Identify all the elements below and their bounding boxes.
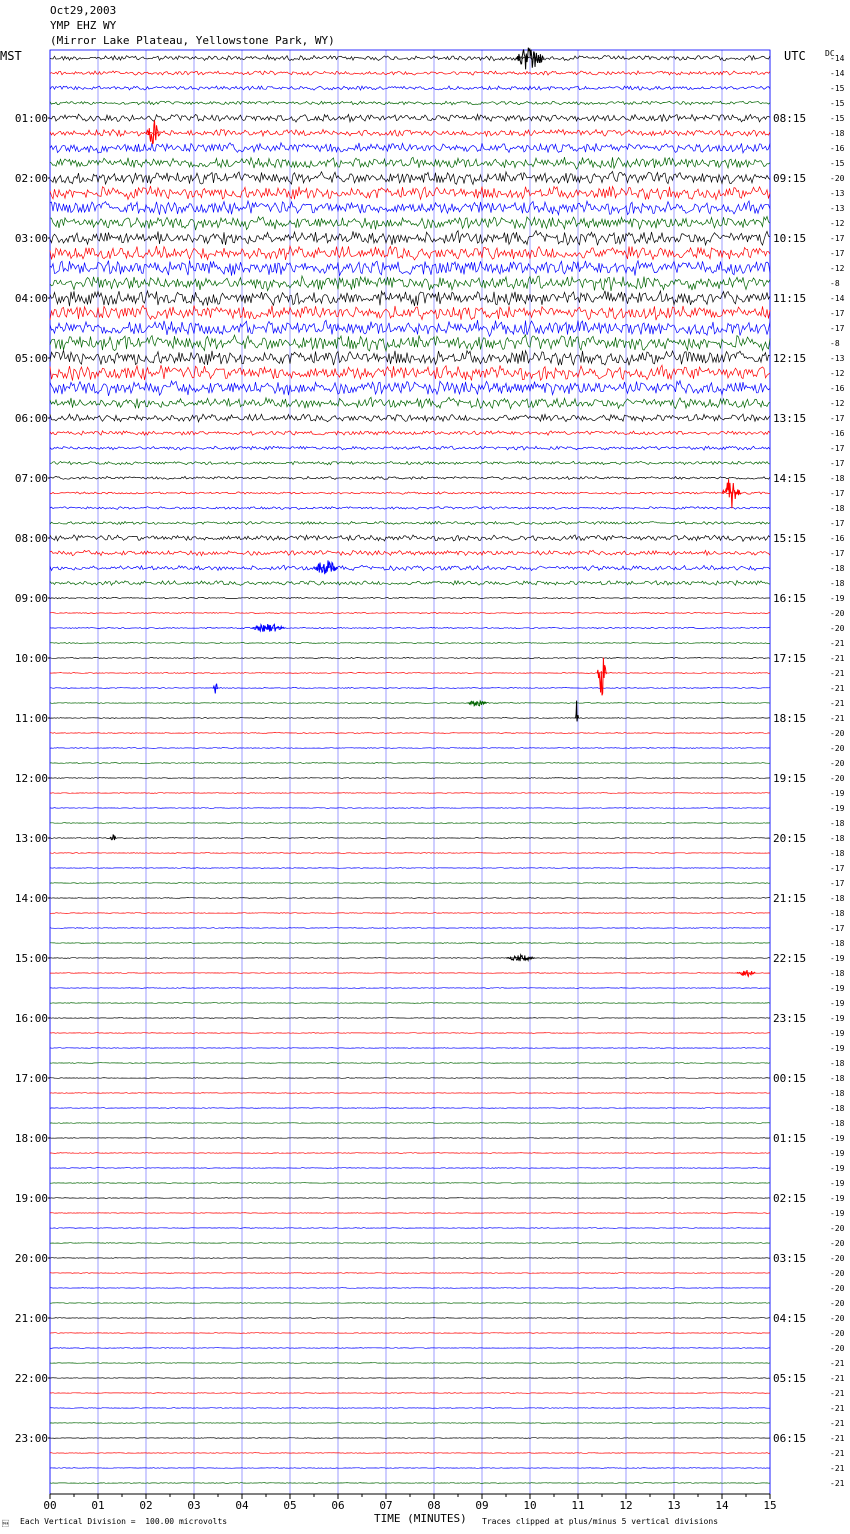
dc-offset: -21 (830, 1464, 845, 1473)
dc-offset: -8 (830, 339, 840, 348)
trace-69 (50, 1093, 770, 1094)
trace-66 (50, 1048, 770, 1049)
trace-32 (50, 535, 770, 541)
trace-20 (50, 350, 770, 365)
dc-offset: -21 (830, 1359, 845, 1368)
trace-84 (50, 1318, 770, 1319)
dc-offset: -17 (830, 879, 845, 888)
dc-offset: -20 (830, 759, 845, 768)
trace-60 (50, 958, 770, 959)
x-tick-label: 00 (43, 1499, 57, 1512)
utc-hour-label: 21:15 (773, 892, 807, 905)
dc-offset: -20 (830, 729, 845, 738)
dc-offset: -20 (830, 624, 845, 633)
mst-hour-label: 03:00 (14, 232, 48, 245)
dc-offset: -17 (830, 864, 845, 873)
trace-79 (50, 1243, 770, 1244)
trace-26 (50, 446, 770, 450)
right-axis-title: UTC (784, 49, 806, 63)
mst-hour-label: 04:00 (14, 292, 48, 305)
trace-25 (50, 431, 770, 435)
dc-offset: -14 (830, 69, 845, 78)
utc-hour-label: 00:15 (773, 1072, 807, 1085)
trace-88 (50, 1378, 770, 1379)
dc-offset: -17 (830, 444, 845, 453)
trace-16 (50, 291, 770, 306)
trace-4 (50, 114, 770, 122)
dc-offset: -20 (830, 774, 845, 783)
mst-hour-label: 10:00 (14, 652, 48, 665)
trace-61 (50, 973, 770, 974)
trace-24 (50, 414, 770, 422)
trace-34 (50, 565, 770, 570)
dc-offset: -21 (830, 1434, 845, 1443)
trace-55 (50, 883, 770, 884)
trace-36 (50, 597, 770, 598)
trace-52 (50, 838, 770, 839)
trace-81 (50, 1273, 770, 1274)
utc-hour-label: 04:15 (773, 1312, 807, 1325)
trace-83 (50, 1303, 770, 1304)
x-axis (43, 1494, 776, 1512)
mst-hour-label: 07:00 (14, 472, 48, 485)
dc-offset: -19 (830, 789, 845, 798)
trace-58 (50, 928, 770, 929)
event-5 (597, 658, 607, 696)
event-1 (146, 120, 160, 143)
trace-23 (50, 397, 770, 408)
mst-hour-label: 09:00 (14, 592, 48, 605)
trace-49 (50, 793, 770, 794)
dc-offset: -20 (830, 1239, 845, 1248)
x-tick-label: 09 (475, 1499, 489, 1512)
dc-offset: -18 (830, 1074, 845, 1083)
trace-47 (50, 763, 770, 764)
dc-offset: -19 (830, 984, 845, 993)
trace-33 (50, 550, 770, 555)
trace-46 (50, 748, 770, 749)
x-tick-label: 08 (427, 1499, 441, 1512)
trace-22 (50, 381, 770, 396)
trace-18 (50, 320, 770, 336)
trace-59 (50, 943, 770, 944)
mst-hour-label: 23:00 (14, 1432, 48, 1445)
utc-hour-label: 06:15 (773, 1432, 807, 1445)
dc-offset: -18 (830, 474, 845, 483)
dc-offset: -18 (830, 129, 845, 138)
mst-hour-label: 21:00 (14, 1312, 48, 1325)
dc-offset: -15 (830, 84, 845, 93)
dc-offset: -17 (830, 549, 845, 558)
trace-41 (50, 673, 770, 674)
utc-hour-label: 16:15 (773, 592, 807, 605)
header-location: (Mirror Lake Plateau, Yellowstone Park, WY) (50, 34, 335, 47)
trace-10 (50, 201, 770, 215)
dc-offset: -20 (830, 1329, 845, 1338)
trace-93 (50, 1453, 770, 1454)
dc-offset: -20 (830, 1224, 845, 1233)
trace-68 (50, 1078, 770, 1079)
trace-54 (50, 868, 770, 869)
dc-offset: -18 (830, 819, 845, 828)
event-7 (468, 701, 487, 706)
dc-offset: -12 (830, 399, 845, 408)
dc-offset: -20 (830, 1344, 845, 1353)
dc-offset: -19 (830, 1014, 845, 1023)
dc-offset: -21 (830, 1449, 845, 1458)
plot-grid (50, 50, 770, 1494)
left-axis-title: MST (0, 49, 22, 63)
dc-offset: -18 (830, 969, 845, 978)
dc-offset: -20 (830, 1269, 845, 1278)
trace-38 (50, 627, 770, 628)
dc-offset: -17 (830, 414, 845, 423)
x-tick-label: 11 (571, 1499, 585, 1512)
mst-hour-label: 13:00 (14, 832, 48, 845)
utc-hour-label: 17:15 (773, 652, 807, 665)
mst-hour-label: 18:00 (14, 1132, 48, 1145)
event-9 (110, 835, 116, 840)
dc-offset: -17 (830, 249, 845, 258)
dc-offset: -18 (830, 1104, 845, 1113)
dc-offset: -19 (830, 1044, 845, 1053)
x-tick-label: 03 (187, 1499, 201, 1512)
dc-offset: -17 (830, 309, 845, 318)
utc-hour-label: 03:15 (773, 1252, 807, 1265)
utc-hour-label: 10:15 (773, 232, 807, 245)
trace-44 (50, 718, 770, 719)
event-3 (314, 560, 338, 574)
utc-hour-label: 09:15 (773, 172, 807, 185)
dc-offset: -18 (830, 894, 845, 903)
x-axis-label: TIME (MINUTES) (374, 1512, 467, 1525)
trace-29 (50, 492, 770, 494)
trace-19 (50, 335, 770, 351)
dc-offset: -18 (830, 909, 845, 918)
mst-hour-label: 17:00 (14, 1072, 48, 1085)
utc-hour-label: 01:15 (773, 1132, 807, 1145)
mst-hour-label: 22:00 (14, 1372, 48, 1385)
trace-63 (50, 1003, 770, 1004)
trace-95 (50, 1483, 770, 1484)
mst-hour-label: 20:00 (14, 1252, 48, 1265)
trace-8 (50, 171, 770, 184)
trace-86 (50, 1348, 770, 1349)
trace-75 (50, 1183, 770, 1184)
dc-offset: -18 (830, 939, 845, 948)
trace-89 (50, 1393, 770, 1394)
dc-offset: -15 (830, 99, 845, 108)
trace-40 (50, 657, 770, 658)
dc-offset: -13 (830, 354, 845, 363)
dc-offset: -20 (830, 174, 845, 183)
trace-51 (50, 823, 770, 824)
dc-offset: -19 (830, 594, 845, 603)
trace-70 (50, 1108, 770, 1109)
trace-74 (50, 1168, 770, 1169)
dc-offset: -19 (830, 1209, 845, 1218)
dc-offset: -13 (830, 204, 845, 213)
utc-hour-label: 05:15 (773, 1372, 807, 1385)
dc-offset: -19 (830, 1194, 845, 1203)
trace-73 (50, 1153, 770, 1154)
trace-78 (50, 1228, 770, 1229)
trace-87 (50, 1363, 770, 1364)
dc-offset: -20 (830, 1284, 845, 1293)
mst-hour-label: 19:00 (14, 1192, 48, 1205)
dc-offset: -17 (830, 459, 845, 468)
trace-64 (50, 1018, 770, 1019)
dc-offset: -20 (830, 1299, 845, 1308)
dc-offset: -21 (830, 639, 845, 648)
dc-offset: -17 (830, 924, 845, 933)
event-group (110, 48, 756, 977)
x-tick-label: 07 (379, 1499, 393, 1512)
utc-hour-label: 02:15 (773, 1192, 807, 1205)
trace-65 (50, 1033, 770, 1034)
dc-offset: -19 (830, 954, 845, 963)
trace-6 (50, 143, 770, 153)
trace-82 (50, 1288, 770, 1289)
trace-11 (50, 216, 770, 230)
x-tick-label: 05 (283, 1499, 297, 1512)
dc-offset: -19 (830, 804, 845, 813)
trace-21 (50, 365, 770, 380)
event-6 (213, 684, 218, 694)
dc-header: DC (825, 49, 835, 58)
dc-offset: -8 (830, 279, 840, 288)
dc-offset: -21 (830, 1374, 845, 1383)
trace-45 (50, 733, 770, 734)
mst-hour-label: 06:00 (14, 412, 48, 425)
utc-hour-label: 08:15 (773, 112, 807, 125)
dc-offset: -14 (830, 54, 845, 63)
dc-offset: -12 (830, 219, 845, 228)
trace-7 (50, 157, 770, 169)
x-tick-label: 12 (619, 1499, 633, 1512)
dc-offset: -19 (830, 1134, 845, 1143)
trace-62 (50, 988, 770, 989)
dc-offset: -17 (830, 324, 845, 333)
dc-offset: -16 (830, 534, 845, 543)
mst-hour-label: 05:00 (14, 352, 48, 365)
dc-offset: -20 (830, 1254, 845, 1263)
utc-hour-label: 11:15 (773, 292, 807, 305)
trace-80 (50, 1258, 770, 1259)
dc-offset: -19 (830, 999, 845, 1008)
header-date: Oct29,2003 (50, 4, 117, 17)
dc-offset: -19 (830, 1149, 845, 1158)
dc-offset: -18 (830, 1059, 845, 1068)
dc-offset: -21 (830, 1389, 845, 1398)
trace-56 (50, 898, 770, 899)
dc-offset: -13 (830, 189, 845, 198)
dc-offset: -18 (830, 834, 845, 843)
corner-mark:  (2, 1520, 9, 1528)
dc-offset: -19 (830, 1164, 845, 1173)
dc-offset: -18 (830, 504, 845, 513)
x-tick-label: 06 (331, 1499, 345, 1512)
trace-28 (50, 476, 770, 479)
dc-offset: -18 (830, 579, 845, 588)
dc-offset: -21 (830, 1419, 845, 1428)
dc-offset: -18 (830, 1089, 845, 1098)
dc-offset: -14 (830, 294, 845, 303)
trace-85 (50, 1333, 770, 1334)
dc-offset: -16 (830, 384, 845, 393)
trace-76 (50, 1198, 770, 1199)
dc-offset: -17 (830, 519, 845, 528)
dc-offset: -21 (830, 1479, 845, 1488)
trace-77 (50, 1213, 770, 1214)
trace-35 (50, 581, 770, 586)
x-tick-label: 02 (139, 1499, 153, 1512)
dc-offset: -21 (830, 669, 845, 678)
utc-hour-label: 15:15 (773, 532, 807, 545)
dc-offset: -18 (830, 1119, 845, 1128)
trace-43 (50, 703, 770, 704)
dc-offset: -15 (830, 114, 845, 123)
dc-offset: -18 (830, 564, 845, 573)
utc-hour-label: 22:15 (773, 952, 807, 965)
utc-hour-label: 23:15 (773, 1012, 807, 1025)
x-tick-label: 01 (91, 1499, 105, 1512)
mst-hour-label: 15:00 (14, 952, 48, 965)
dc-offset: -12 (830, 264, 845, 273)
mst-hour-label: 12:00 (14, 772, 48, 785)
mst-hour-label: 11:00 (14, 712, 48, 725)
dc-offset: -17 (830, 234, 845, 243)
trace-67 (50, 1063, 770, 1064)
mst-hour-label: 14:00 (14, 892, 48, 905)
trace-57 (50, 913, 770, 914)
trace-30 (50, 507, 770, 510)
trace-13 (50, 246, 770, 260)
trace-50 (50, 808, 770, 809)
x-tick-label: 14 (715, 1499, 729, 1512)
trace-71 (50, 1123, 770, 1124)
dc-offset: -21 (830, 699, 845, 708)
x-tick-label: 15 (763, 1499, 777, 1512)
dc-offset: -16 (830, 429, 845, 438)
trace-48 (50, 778, 770, 779)
dc-offset: -20 (830, 1314, 845, 1323)
trace-94 (50, 1468, 770, 1469)
trace-1 (50, 71, 770, 75)
dc-offset: -21 (830, 1404, 845, 1413)
trace-91 (50, 1423, 770, 1424)
trace-42 (50, 688, 770, 689)
utc-hour-label: 14:15 (773, 472, 807, 485)
trace-3 (50, 101, 770, 105)
trace-90 (50, 1408, 770, 1409)
trace-9 (50, 186, 770, 200)
utc-hour-label: 12:15 (773, 352, 807, 365)
trace-15 (50, 276, 770, 291)
trace-0 (50, 55, 770, 61)
dc-offset: -19 (830, 1179, 845, 1188)
trace-17 (50, 305, 770, 320)
dc-offset: -21 (830, 654, 845, 663)
trace-37 (50, 612, 770, 613)
trace-14 (50, 261, 770, 276)
x-tick-label: 04 (235, 1499, 249, 1512)
utc-hour-label: 18:15 (773, 712, 807, 725)
dc-offset: -16 (830, 144, 845, 153)
event-2 (722, 479, 741, 508)
mst-hour-label: 01:00 (14, 112, 48, 125)
mst-hour-label: 16:00 (14, 1012, 48, 1025)
header-station: YMP EHZ WY (50, 19, 117, 32)
trace-39 (50, 642, 770, 643)
dc-offset: -21 (830, 714, 845, 723)
clip-note: Traces clipped at plus/minus 5 vertical divisions (482, 1517, 719, 1526)
x-tick-label: 13 (667, 1499, 681, 1512)
dc-offset: -19 (830, 1029, 845, 1038)
mst-hour-label: 02:00 (14, 172, 48, 185)
utc-hour-label: 13:15 (773, 412, 807, 425)
trace-72 (50, 1138, 770, 1139)
trace-92 (50, 1438, 770, 1439)
dc-offset: -15 (830, 159, 845, 168)
dc-offset: -12 (830, 369, 845, 378)
trace-12 (50, 231, 770, 246)
trace-2 (50, 86, 770, 90)
utc-hour-label: 20:15 (773, 832, 807, 845)
scale-note: Each Vertical Division = 100.00 microvolts (20, 1517, 228, 1526)
trace-53 (50, 853, 770, 854)
mst-hour-label: 08:00 (14, 532, 48, 545)
event-10 (506, 955, 535, 961)
plot-frame (50, 50, 770, 1494)
trace-group (50, 55, 770, 1483)
dc-offset: -18 (830, 849, 845, 858)
dc-offset: -20 (830, 609, 845, 618)
dc-offset: -21 (830, 684, 845, 693)
utc-hour-label: 19:15 (773, 772, 807, 785)
trace-31 (50, 522, 770, 525)
trace-27 (50, 461, 770, 464)
x-tick-label: 10 (523, 1499, 537, 1512)
dc-offset: -17 (830, 489, 845, 498)
dc-offset: -20 (830, 744, 845, 753)
